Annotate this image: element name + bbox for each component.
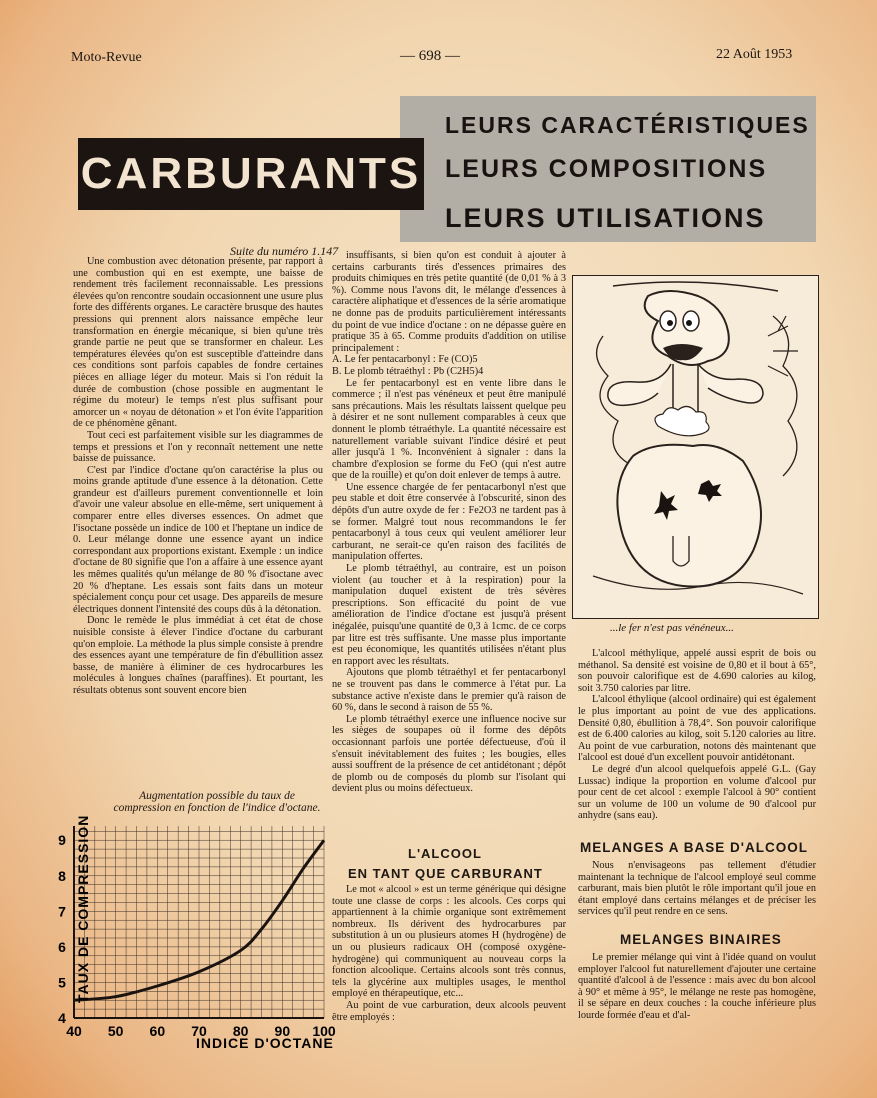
chart-x-tick-label: 80	[232, 1023, 249, 1039]
paragraph: Le plomb tétraéthyl, au contraire, est un poison violent (au toucher et à la respiration) pour la manipulation duquel existent de très sévères prescriptions. Son efficacité du point de vue amélioration de l'indice d'octane est jusqu'à présent inégalée, puisqu'une quantité de 0,3 à 1cmc. de ce corps par litre est très suffisante. Une masse plus importante est peu économique, les quantités utilisées n'étant plus en rapport avec les résultats.	[332, 563, 566, 667]
paragraph: Le plomb tétraéthyl exerce une influence nocive sur les sièges de soupapes où il forme des dépôts occasionnant parfois une portée défectueuse, d'où il s'ensuit inévitablement des fuites ; les bougies, elles aussi souffrent de la présence de cet antidétonant ; dépôt de plomb ou de composés du plomb sur l'isolant qui devient plus ou moins défectueux.	[332, 713, 566, 795]
paragraph: Au point de vue carburation, deux alcools peuvent être employés :	[332, 999, 566, 1023]
column-3c-text	[578, 952, 816, 1036]
chart-title: Augmentation possible du taux de compression en fonction de l'indice d'octane.	[113, 790, 321, 814]
paragraph: Le degré d'un alcool quelquefois appelé G.L. (Gay Lussac) indique la proportion en volume d'alcool pur pour cent de cet alcool : exemple l'alcool à 90° contient sur un volume de 100 un volume de 90 d'alcool pur anhydre (sans eau).	[578, 763, 816, 822]
chart-y-tick-label: 5	[58, 974, 66, 991]
chart-x-tick-label: 90	[274, 1023, 291, 1039]
paragraph: Le mot « alcool » est un terme générique qui désigne toute une classe de corps : les alcools. Ces corps qui appartiennent à la chimie organique sont extrêmement nombreux. Ils dérivent des hydrocarbures par substitution à un ou plusieurs atomes H (hydrogène) de un ou plusieurs radicaux OH (composé oxygène-hydrogène) qui communiquent au nouveau corps la fonction alcoolique. Certains alcools sont très connus, tels la glycérine aux multiples usages, le menthol employé en thérapeutique, etc...	[332, 884, 566, 1000]
chart-x-tick-label: 40	[66, 1023, 82, 1039]
column-2b-text	[332, 884, 566, 1030]
paragraph: B. Le plomb tétraéthyl : Pb (C2H5)4	[332, 365, 484, 377]
paragraph: Tout ceci est parfaitement visible sur les diagrammes de temps et pressions et l'on y reconnaît nettement une nette baisse de puissance.	[73, 429, 323, 465]
chart-y-tick-label: 6	[58, 938, 66, 955]
paragraph: Le fer pentacarbonyl est en vente libre dans le commerce ; il n'est pas vénéneux et peut être manipulé sans précautions. Mais les résultats laissent quelque peu à désirer et ne sont nullement comparables à ceux que donnent le plomb tétraéthyle. La quantité nécessaire est naturellement variable suivant l'indice désiré et peut aller jusqu'à 1 %. Inconvénient à signaler : dans la chambre d'explosion se forme du FeO (qui n'est autre que de la rouille) et qu'on doit enlever de temps à autre.	[332, 377, 566, 482]
cartoon-illustration	[572, 275, 819, 619]
paragraph: insuffisants, si bien qu'on est conduit à ajouter à certains carburants tirés d'essences primaires des produits chimiques en très petite quantité (de 0,01 % à 3 %). Comme nous l'avons dit, le mélange d'essences à caractère aliphatique et d'essences de la série aromatique ne donne pas de produits particulièrement intéressants du point de vue indice d'octane : on ne dépasse guère en pratique 35 à 65. Comme produits d'addition on utilise principalement :	[332, 250, 566, 354]
header-magazine-name: Moto-Revue	[71, 50, 142, 65]
paragraph: Nous n'envisageons pas tellement d'étudier maintenant la technique de l'alcool employé seul comme carburant, mais bien plutôt le rôle important qu'il joue en étant employé dans certains mélanges et de préciser les services qu'il peut rendre en ce sens.	[578, 860, 816, 918]
paragraph: C'est par l'indice d'octane qu'on caractérise la plus ou moins grande aptitude d'une essence à la détonation. Cette grandeur est d'ailleurs purement conventionnelle et loin d'avoir une valeur absolue en elle-même, sert uniquement à comparer entre elles diverses essences. On admet que l'isoctane possède un indice de 100 et l'heptane un indice de 0. Leur mélange donne une essence ayant un indice correspondant aux proportions existant. Exemple : un indice d'octane de 80 signifie que l'on a affaire à une essence ayant les mêmes qualités qu'un mélange de 80 % d'isoctane avec 20 % d'heptane. Les essais sont faits dans un moteur spécialement conçu pour cet usage. Des appareils de mesure électriques donnent l'intensité des coups dûs à la détonation.	[73, 464, 323, 615]
chart-y-tick-label: 7	[58, 903, 66, 920]
chart-x-tick-label: 70	[191, 1023, 207, 1039]
chart-x-tick-label: 50	[107, 1023, 124, 1039]
paragraph: A. Le fer pentacarbonyl : Fe (CO)5	[332, 354, 478, 366]
header-date: 22 Août 1953	[716, 47, 793, 62]
subtitle-line-3: LEURS UTILISATIONS	[445, 203, 766, 233]
section-heading-binaires: MELANGES BINAIRES	[620, 932, 782, 947]
article-title: CARBURANTS	[78, 138, 424, 210]
continued-from-note: Suite du numéro 1.147	[230, 244, 339, 258]
section-heading-melanges: MELANGES A BASE D'ALCOOL	[580, 840, 808, 855]
chart-x-tick-label: 100	[312, 1023, 336, 1039]
column-1-text	[73, 256, 323, 768]
section-heading-alcool: L'ALCOOL	[408, 846, 482, 861]
paragraph: Donc le remède le plus immédiat à cet état de chose nuisible consiste à élever l'indice d'octane du carburant qu'on emploie. La méthode la plus simple consiste à prendre des essences ayant une température de fin d'ébullition assez basse, de manière à éliminer de ces hydrocarbures les molécules à longues chaînes (paraffines). Et pourtant, les résultats obtenus sont souvent encore bien	[73, 615, 323, 696]
subtitle-line-1: LEURS CARACTÉRISTIQUES	[445, 112, 810, 138]
illustration-caption: ...le fer n'est pas vénéneux...	[610, 622, 734, 634]
chart-x-axis-label: INDICE D'OCTANE	[196, 1035, 334, 1051]
chart-y-tick-label: 4	[58, 1010, 66, 1026]
section-heading-carburant: EN TANT QUE CARBURANT	[348, 866, 543, 881]
chart-y-tick-label: 8	[58, 867, 66, 884]
header-page-number: — 698 —	[400, 48, 460, 64]
paragraph: Ajoutons que plomb tétraéthyl et fer pentacarbonyl ne se trouvent pas dans le commerce à l'état pur. La substance active n'existe dans le premier qu'à raison de 60 %, dans le second à raison de 55 %.	[332, 667, 566, 714]
paragraph: Le premier mélange qui vint à l'idée quand on voulut employer l'alcool fut naturellement d'ajouter une certaine quantité d'alcool à de l'essence : mais avec du bon alcool à 90° et même à 95°, le mélange ne reste pas homogène, il se sépare en deux couches : la couche inférieure plus lourde formée d'eau et d'al-	[578, 952, 816, 1021]
column-3-text	[578, 648, 816, 832]
chart-y-tick-label: 9	[58, 832, 66, 849]
column-3b-text	[578, 860, 816, 930]
compression-chart	[50, 814, 350, 1098]
column-2-text	[332, 250, 566, 840]
paragraph: L'alcool méthylique, appelé aussi esprit de bois ou méthanol. Sa densité est voisine de 0,80 et il bout à 65°, son pouvoir calorifique est de 4.690 calories au kilog, soit 3.750 calories par litre.	[578, 648, 816, 694]
subtitle-line-2: LEURS COMPOSITIONS	[445, 155, 768, 183]
chart-y-axis-label: TAUX DE COMPRESSION	[75, 814, 91, 1003]
paragraph: Une combustion avec détonation présente, par rapport à une combustion qui en est exempte, une baisse de rendement très facilement reconnaissable. Les pressions élevées qu'on rencontre soudain occasionnent une usure plus forte des différents organes. Le caractère brusque des hautes pressions qui prennent alors naissance empêche leur transformation en énergie mécanique, si bien qu'une très grande partie ne peut que se transformer en chaleur. Les températures élevées qu'on est susceptible d'atteindre dans ces conditions sont parfois capables de fondre certaines pièces en alliage léger du moteur. Mais si l'on réduit la durée de combustion (chose possible en augmentant le régime du moteur) le temps n'est plus suffisant pour amorcer un « noyau de détonation » et l'on évite l'apparition de ce phénomène gênant.	[73, 256, 323, 430]
paragraph: L'alcool éthylique (alcool ordinaire) qui est également le plus important au point de vue des applications. Densité 0,80, ébullition à 78,4°. Son pouvoir calorifique est de 6.400 calories au kilog, soit 5.120 calories au litre. Au point de vue carburation, notons dès maintenant que l'alcool est doué d'un excellent pouvoir antidétonant.	[578, 694, 816, 764]
paragraph: Une essence chargée de fer pentacarbonyl n'est que peu stable et doit être conservée à l'obscurité, sinon des dépôts d'un autre oxyde de fer : Fe2O3 ne tardent pas à se former. Malgré tout nous recommandons le fer pentacarbonyl à tous ceux qui veulent améliorer leur carburant, ne serait-ce qu'en raison des facilités de manipulation offertes.	[332, 481, 566, 563]
chart-x-tick-label: 60	[149, 1023, 166, 1039]
